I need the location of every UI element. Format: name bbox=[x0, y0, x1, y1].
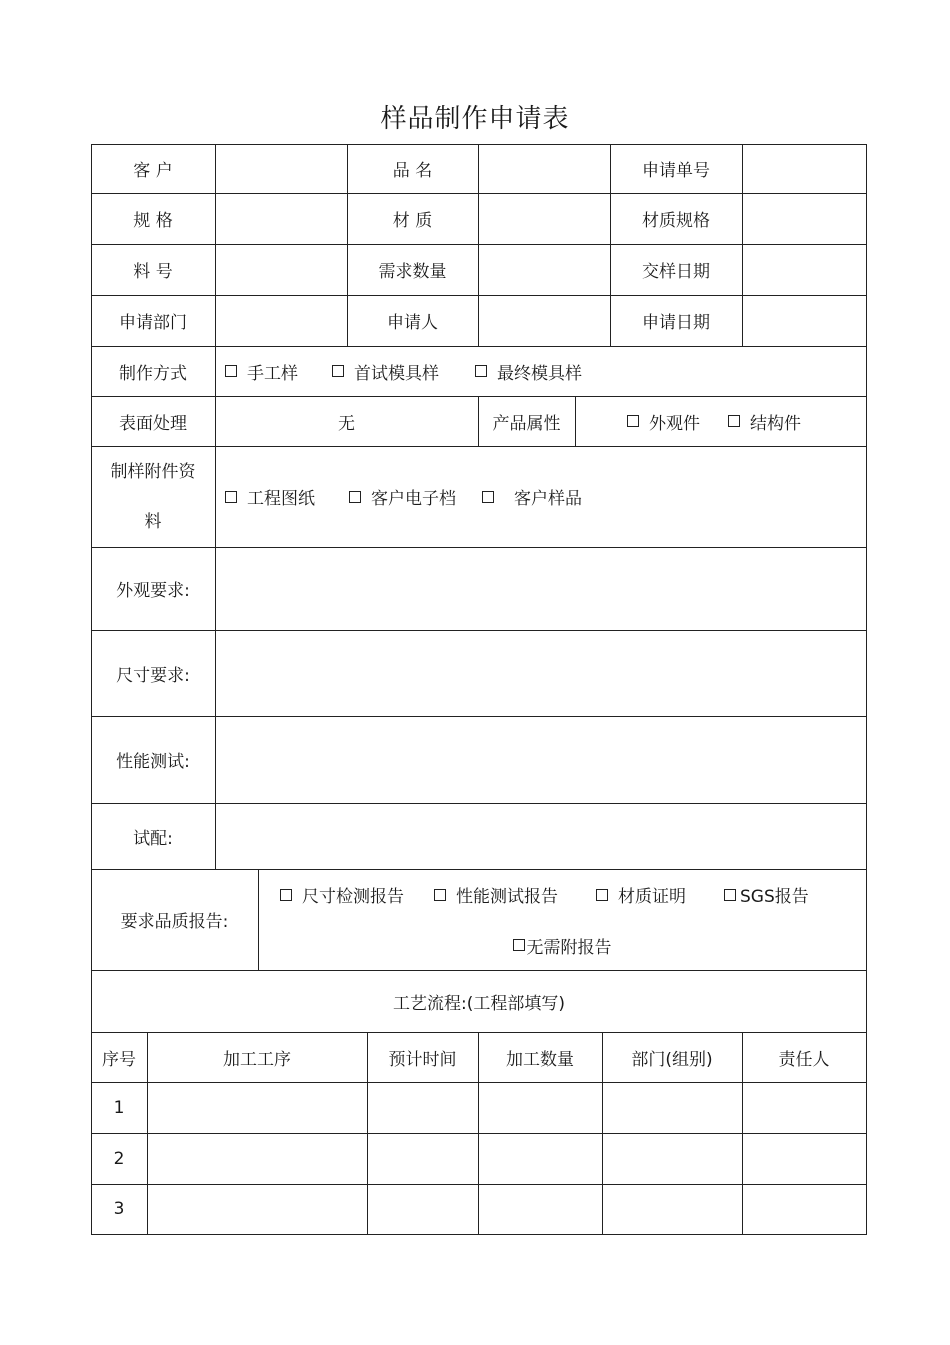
applicant-label: 申请人 bbox=[387, 313, 438, 333]
application-number-label: 申请单号 bbox=[642, 161, 710, 181]
table-row-seq: 3 bbox=[113, 1199, 125, 1219]
quality-report-label: 要求品质报告: bbox=[120, 912, 229, 932]
part-number-label: 料 号 bbox=[133, 262, 173, 282]
product-attribute-label: 产品属性 bbox=[492, 413, 561, 434]
quantity-label: 需求数量 bbox=[378, 262, 447, 282]
checkbox-icon[interactable] bbox=[434, 889, 446, 901]
appearance-label: 外观要求: bbox=[116, 581, 190, 601]
application-date-label: 申请日期 bbox=[642, 313, 710, 333]
application-form bbox=[91, 144, 867, 1234]
delivery-date-field[interactable] bbox=[742, 244, 866, 295]
fit-field[interactable] bbox=[215, 803, 866, 869]
product-name-label: 品 名 bbox=[392, 161, 433, 181]
product-name-field[interactable] bbox=[478, 144, 610, 193]
page-title: 样品制作申请表 bbox=[380, 104, 570, 134]
checkbox-icon[interactable] bbox=[728, 415, 740, 427]
header-dept: 部门(组别) bbox=[631, 1049, 713, 1070]
header-owner: 责任人 bbox=[778, 1049, 830, 1070]
report-option-performance[interactable]: 性能测试报告 bbox=[434, 882, 558, 907]
method-label: 制作方式 bbox=[119, 363, 187, 384]
table-row-seq: 2 bbox=[113, 1148, 125, 1169]
report-option-sgs[interactable]: SGS报告 bbox=[724, 882, 809, 907]
customer-label: 客 户 bbox=[133, 161, 173, 181]
performance-field[interactable] bbox=[215, 716, 866, 803]
attachment-label: 制样附件资 料 bbox=[110, 461, 196, 532]
fit-label: 试配: bbox=[133, 828, 173, 849]
department-label: 申请部门 bbox=[119, 313, 187, 333]
attachment-option-drawing[interactable]: 工程图纸 bbox=[225, 484, 315, 509]
attribute-option-appearance[interactable]: 外观件 bbox=[627, 409, 700, 434]
material-field[interactable] bbox=[478, 193, 610, 244]
checkbox-icon[interactable] bbox=[280, 889, 292, 901]
dimension-label: 尺寸要求: bbox=[116, 665, 190, 686]
application-number-field[interactable] bbox=[742, 144, 866, 193]
attachment-option-e-file[interactable]: 客户电子档 bbox=[349, 484, 456, 509]
table-row-seq: 1 bbox=[113, 1097, 125, 1118]
applicant-field[interactable] bbox=[478, 295, 610, 346]
header-seq: 序号 bbox=[102, 1049, 136, 1070]
checkbox-icon[interactable] bbox=[225, 491, 237, 503]
checkbox-icon[interactable] bbox=[627, 415, 639, 427]
method-option-hand[interactable]: 手工样 bbox=[225, 359, 298, 384]
surface-value: 无 bbox=[338, 413, 355, 434]
application-date-field[interactable] bbox=[742, 295, 866, 346]
appearance-field[interactable] bbox=[215, 547, 866, 630]
report-option-none[interactable]: 无需附报告 bbox=[513, 933, 612, 958]
checkbox-icon[interactable] bbox=[349, 491, 361, 503]
method-option-final-mold[interactable]: 最终模具样 bbox=[475, 359, 582, 384]
checkbox-icon[interactable] bbox=[332, 365, 344, 377]
dimension-field[interactable] bbox=[215, 630, 866, 716]
attachment-option-sample[interactable]: 客户样品 bbox=[482, 484, 582, 509]
attribute-option-structure[interactable]: 结构件 bbox=[728, 409, 801, 434]
checkbox-icon[interactable] bbox=[475, 365, 487, 377]
header-est-time: 预计时间 bbox=[388, 1049, 457, 1070]
method-option-first-mold[interactable]: 首试模具样 bbox=[332, 359, 439, 384]
checkbox-icon[interactable] bbox=[482, 491, 494, 503]
spec-label: 规 格 bbox=[133, 211, 173, 231]
customer-field[interactable] bbox=[215, 144, 347, 193]
quantity-field[interactable] bbox=[478, 244, 610, 295]
material-spec-field[interactable] bbox=[742, 193, 866, 244]
checkbox-icon[interactable] bbox=[596, 889, 608, 901]
delivery-date-label: 交样日期 bbox=[642, 262, 710, 282]
header-qty: 加工数量 bbox=[506, 1049, 574, 1070]
department-field[interactable] bbox=[215, 295, 347, 346]
part-number-field[interactable] bbox=[215, 244, 347, 295]
material-label: 材 质 bbox=[392, 211, 433, 231]
report-option-dimension[interactable]: 尺寸检测报告 bbox=[280, 882, 404, 907]
material-spec-label: 材质规格 bbox=[642, 211, 710, 231]
performance-label: 性能测试: bbox=[116, 752, 190, 772]
header-process: 加工工序 bbox=[223, 1049, 291, 1070]
checkbox-icon[interactable] bbox=[225, 365, 237, 377]
surface-label: 表面处理 bbox=[119, 413, 187, 434]
checkbox-icon[interactable] bbox=[513, 939, 525, 951]
spec-field[interactable] bbox=[215, 193, 347, 244]
report-option-material-cert[interactable]: 材质证明 bbox=[596, 882, 686, 907]
checkbox-icon[interactable] bbox=[724, 889, 736, 901]
process-title: 工艺流程:(工程部填写) bbox=[393, 993, 565, 1014]
